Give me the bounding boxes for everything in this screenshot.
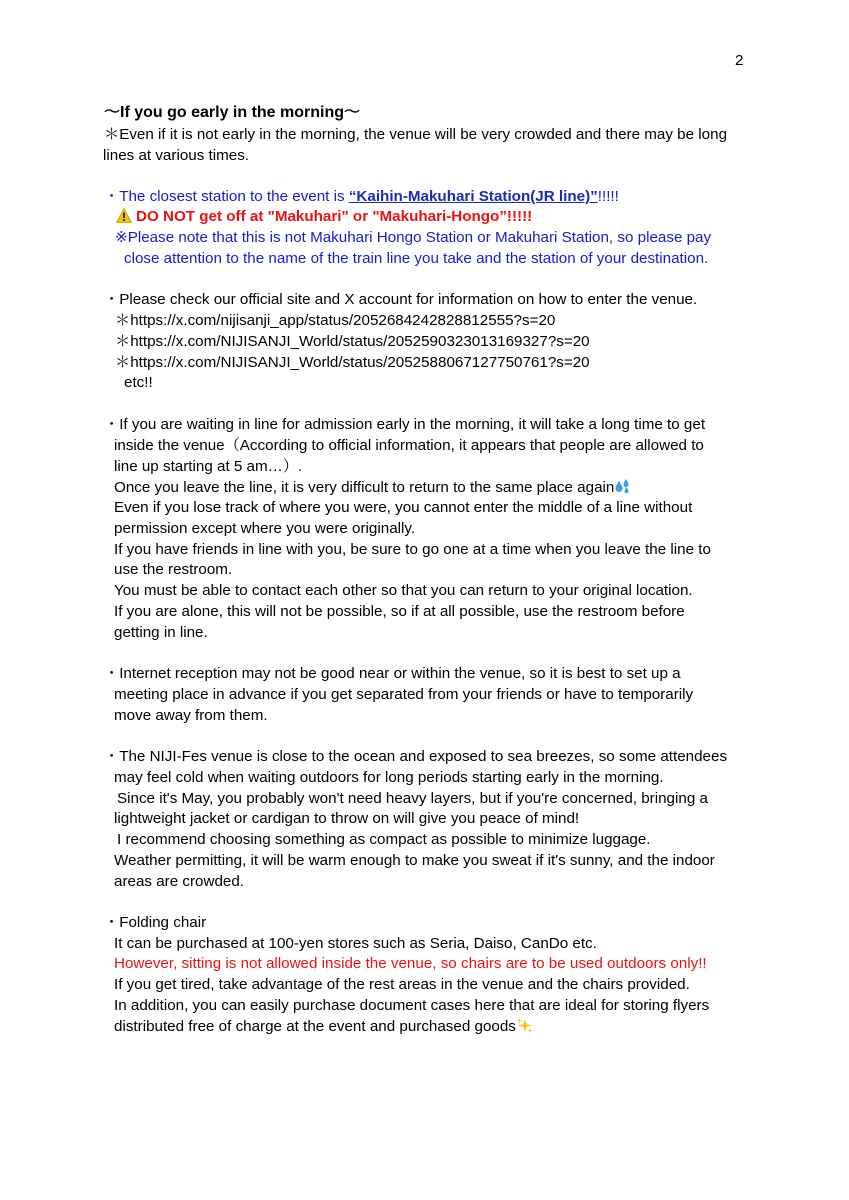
waiting-line-6: permission except where you were originally. (114, 520, 416, 537)
official-etc: etc!! (124, 374, 153, 391)
waiting-line-4-text: Once you leave the line, it is very difficult to return to the same place again (114, 479, 615, 496)
sparkles-icon (516, 1017, 533, 1034)
page-number: 2 (735, 52, 744, 69)
weather-line-7: areas are crowded. (114, 873, 245, 890)
waiting-line-8: use the restroom. (114, 561, 233, 578)
waiting-line-5: Even if you lose track of where you were, you cannot enter the middle of a line without (114, 499, 693, 516)
weather-line-4: lightweight jacket or cardigan to throw on will give you peace of mind! (114, 810, 580, 827)
intro-line-2: lines at various times. (103, 147, 250, 164)
chair-line-4: In addition, you can easily purchase document cases here that are ideal for storing flyers (114, 997, 710, 1014)
section-heading: 〜If you go early in the morning〜 (104, 104, 361, 121)
waiting-line-7: If you have friends in line with you, be sure to go one at a time when you leave the line to (114, 541, 711, 558)
chair-line-5-text: distributed free of charge at the event and purchased goods (114, 1018, 516, 1035)
station-note-2: close attention to the name of the train line you take and the station of your destination. (124, 250, 709, 267)
internet-line-3: move away from them. (114, 707, 268, 724)
station-name-link[interactable]: “Kaihin-Makuhari Station(JR line)” (348, 188, 598, 205)
official-link-1[interactable]: ＊https://x.com/nijisanji_app/status/2052684242828812555?s=20 (115, 312, 556, 329)
chair-line-5 (114, 1017, 533, 1037)
official-link-2[interactable]: ＊https://x.com/NIJISANJI_World/status/2052590323013169327?s=20 (115, 333, 590, 350)
warning-icon (116, 208, 132, 223)
waiting-line-10: If you are alone, this will not be possible, so if at all possible, use the restroom before (114, 603, 685, 620)
internet-line-2: meeting place in advance if you get separated from your friends or have to temporarily (114, 686, 694, 703)
chair-line-1: It can be purchased at 100-yen stores such as Seria, Daiso, CanDo etc. (114, 935, 597, 952)
official-info-text: ・Please check our official site and X account for information on how to enter the venue. (104, 291, 698, 308)
chair-title: ・Folding chair (104, 914, 207, 931)
waiting-line-9: You must be able to contact each other so that you can return to your original location. (114, 582, 693, 599)
station-warning-text: DO NOT get off at "Makuhari" or "Makuhari-Hongo”!!!!! (136, 208, 533, 225)
internet-line-1: ・Internet reception may not be good near or within the venue, so it is best to set up a (104, 665, 681, 682)
station-suffix: !!!!! (597, 188, 619, 205)
weather-line-3: Since it's May, you probably won't need heavy layers, but if you're concerned, bringing a (117, 790, 708, 807)
chair-warning: However, sitting is not allowed inside the venue, so chairs are to be used outdoors only!! (114, 955, 707, 972)
intro-line-1: ＊Even if it is not early in the morning, the venue will be very crowded and there may be long (104, 126, 728, 143)
waiting-line-2: inside the venue（According to official information, it appears that people are allowed to (114, 437, 704, 454)
waiting-line-1: ・If you are waiting in line for admission early in the morning, it will take a long time to get (104, 416, 706, 433)
weather-line-2: may feel cold when waiting outdoors for long periods starting early in the morning. (114, 769, 664, 786)
station-line (104, 187, 619, 207)
station-prefix: ・The closest station to the event is (104, 188, 349, 205)
waiting-line-11: getting in line. (114, 624, 208, 641)
waiting-line-4 (114, 478, 631, 498)
sweat-droplets-icon (614, 478, 631, 495)
weather-line-5: I recommend choosing something as compact as possible to minimize luggage. (117, 831, 651, 848)
waiting-line-3: line up starting at 5 am…）. (114, 458, 303, 475)
chair-line-3: If you get tired, take advantage of the rest areas in the venue and the chairs provided. (114, 976, 690, 993)
station-warning (116, 207, 532, 227)
weather-line-6: Weather permitting, it will be warm enough to make you sweat if it's sunny, and the indoor (114, 852, 715, 869)
weather-line-1: ・The NIJI-Fes venue is close to the ocean and exposed to sea breezes, so some attendees (104, 748, 728, 765)
station-note-1: ※Please note that this is not Makuhari Hongo Station or Makuhari Station, so please pay (115, 229, 712, 246)
official-link-3[interactable]: ＊https://x.com/NIJISANJI_World/status/2052588067127750761?s=20 (115, 354, 590, 371)
